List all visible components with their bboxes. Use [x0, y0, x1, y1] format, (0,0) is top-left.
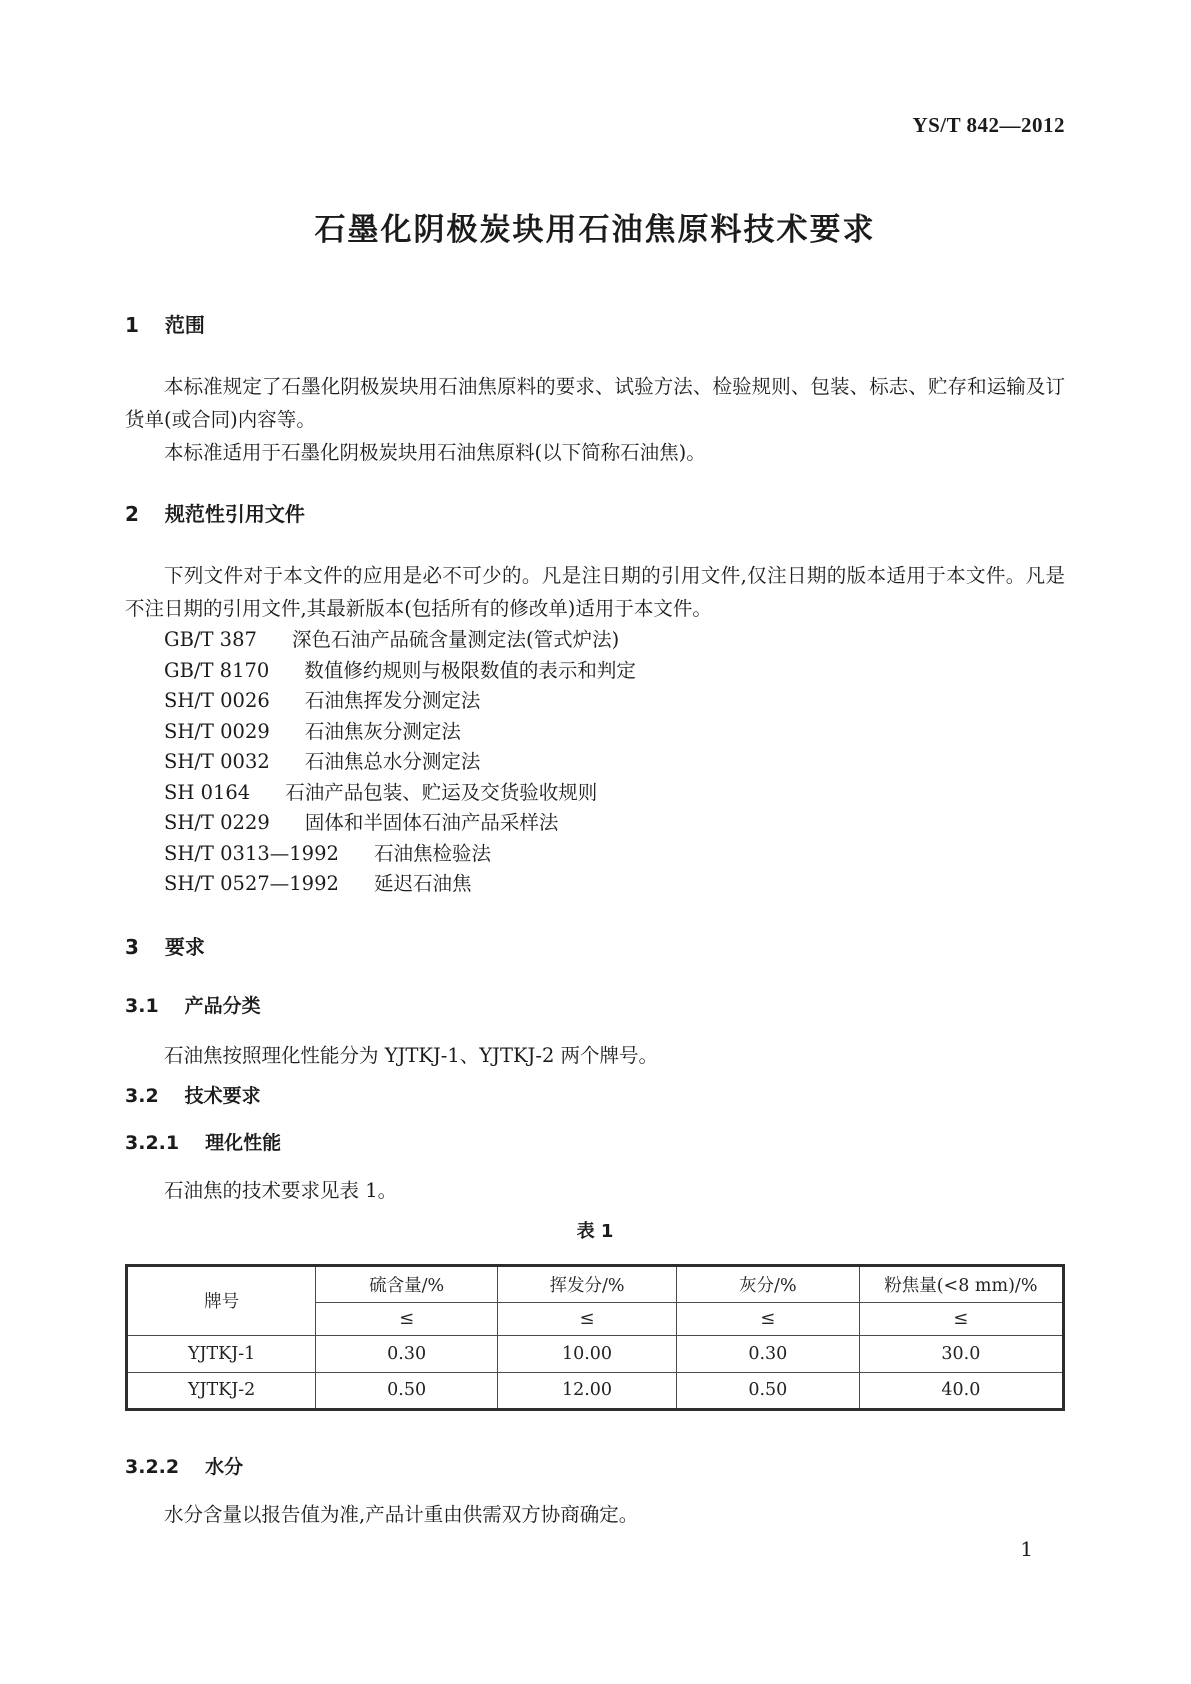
table-row: [127, 1372, 1064, 1409]
value-cell: 0.50: [316, 1372, 498, 1409]
section-1-heading: [125, 312, 1065, 338]
section-3-1-title: 产品分类: [184, 994, 261, 1017]
section-3-2-title: 技术要求: [184, 1084, 261, 1107]
reference-code: GB/T 387: [164, 628, 257, 651]
brand-cell: YJTKJ-2: [127, 1372, 316, 1409]
reference-title: 石油焦总水分测定法: [304, 750, 481, 773]
section-2-heading: [125, 501, 1065, 527]
section-3-heading: [125, 934, 1065, 960]
section-2-title: 规范性引用文件: [164, 502, 305, 526]
section-3-1-paragraph: 石油焦按照理化性能分为 YJTKJ-1、YJTKJ-2 两个牌号。: [164, 1043, 659, 1067]
section-3-2-2-number: 3.2.2: [125, 1455, 180, 1478]
document-title: 石墨化阴极炭块用石油焦原料技术要求: [314, 212, 876, 248]
reference-item: [164, 625, 1065, 656]
section-3-1-heading: [125, 994, 1065, 1019]
limit-symbol: ≤: [676, 1302, 859, 1335]
value-cell: 30.0: [859, 1335, 1063, 1372]
reference-code: SH/T 0229: [164, 811, 270, 834]
reference-code: SH/T 0032: [164, 750, 270, 773]
table-row: [127, 1335, 1064, 1372]
limit-symbol: ≤: [498, 1302, 677, 1335]
reference-item: [164, 717, 1065, 748]
reference-title: 石油产品包装、贮运及交货验收规则: [285, 780, 598, 804]
section-3-number: 3: [125, 934, 139, 959]
reference-item: [164, 747, 1065, 778]
reference-item: [164, 839, 1065, 870]
section-2-paragraph-1: 下列文件对于本文件的应用是必不可少的。凡是注日期的引用文件,仅注日期的版本适用于本文件。凡是不注日期的引用文件,其最新版本(包括所有的修改单)适用于本文件。: [125, 564, 1065, 620]
section-3-2-1-heading: [125, 1131, 1065, 1156]
section-3-1-number: 3.1: [125, 994, 159, 1017]
reference-item: [164, 656, 1065, 687]
header-cell-ash: 灰分/%: [676, 1265, 859, 1302]
header-cell-fines: 粉焦量(<8 mm)/%: [859, 1265, 1063, 1302]
section-3-2-1-number: 3.2.1: [125, 1131, 180, 1154]
reference-item: [164, 686, 1065, 717]
reference-item: [164, 808, 1065, 839]
table-caption: 表 1: [576, 1220, 614, 1242]
reference-code: SH/T 0527—1992: [164, 872, 339, 895]
value-cell: 10.00: [498, 1335, 677, 1372]
reference-code: SH/T 0313—1992: [164, 841, 339, 865]
section-3-2-1-paragraph: 石油焦的技术要求见表 1。: [164, 1178, 398, 1202]
page-number: 1: [1020, 1537, 1033, 1561]
section-2-number: 2: [125, 502, 139, 526]
header-cell-sulfur: 硫含量/%: [316, 1265, 498, 1302]
reference-title: 深色石油产品硫含量测定法(管式炉法): [292, 628, 620, 651]
reference-item: [164, 869, 1065, 900]
reference-title: 石油焦挥发分测定法: [304, 689, 481, 712]
reference-code: SH/T 0026: [164, 689, 270, 712]
standard-number: YS/T 842—2012: [912, 113, 1065, 137]
value-cell: 12.00: [498, 1372, 677, 1409]
header-cell-brand: 牌号: [127, 1265, 316, 1335]
spec-table: [125, 1264, 1065, 1411]
brand-cell: YJTKJ-1: [127, 1335, 316, 1372]
value-cell: 0.30: [676, 1335, 859, 1372]
reference-title: 固体和半固体石油产品采样法: [304, 811, 559, 834]
reference-title: 延迟石油焦: [373, 872, 472, 895]
reference-title: 石油焦灰分测定法: [304, 719, 461, 743]
section-3-2-1-title: 理化性能: [205, 1131, 282, 1154]
section-3-title: 要求: [164, 934, 205, 959]
reference-title: 数值修约规则与极限数值的表示和判定: [304, 658, 636, 682]
reference-code: SH 0164: [164, 780, 251, 804]
value-cell: 0.50: [676, 1372, 859, 1409]
reference-code: SH/T 0029: [164, 719, 270, 743]
value-cell: 0.30: [316, 1335, 498, 1372]
reference-item: [164, 778, 1065, 809]
reference-list: [125, 625, 1065, 900]
section-1-paragraph-1: 本标准规定了石墨化阴极炭块用石油焦原料的要求、试验方法、检验规则、包装、标志、贮存和运输及订货单(或合同)内容等。: [125, 375, 1065, 431]
limit-symbol: ≤: [316, 1302, 498, 1335]
section-3-2-2-heading: [125, 1455, 1065, 1480]
header-cell-volatile: 挥发分/%: [498, 1265, 677, 1302]
limit-symbol: ≤: [859, 1302, 1063, 1335]
section-3-2-heading: [125, 1084, 1065, 1109]
reference-code: GB/T 8170: [164, 658, 270, 682]
section-1-title: 范围: [164, 313, 205, 337]
reference-title: 石油焦检验法: [373, 841, 491, 865]
section-3-2-number: 3.2: [125, 1084, 159, 1107]
value-cell: 40.0: [859, 1372, 1063, 1409]
section-3-2-2-title: 水分: [205, 1455, 244, 1478]
section-1-paragraph-2: 本标准适用于石墨化阴极炭块用石油焦原料(以下简称石油焦)。: [164, 441, 706, 464]
table-header-row: [127, 1265, 1064, 1302]
section-1-number: 1: [125, 313, 139, 337]
section-3-2-2-paragraph: 水分含量以报告值为准,产品计重由供需双方协商确定。: [164, 1502, 639, 1526]
